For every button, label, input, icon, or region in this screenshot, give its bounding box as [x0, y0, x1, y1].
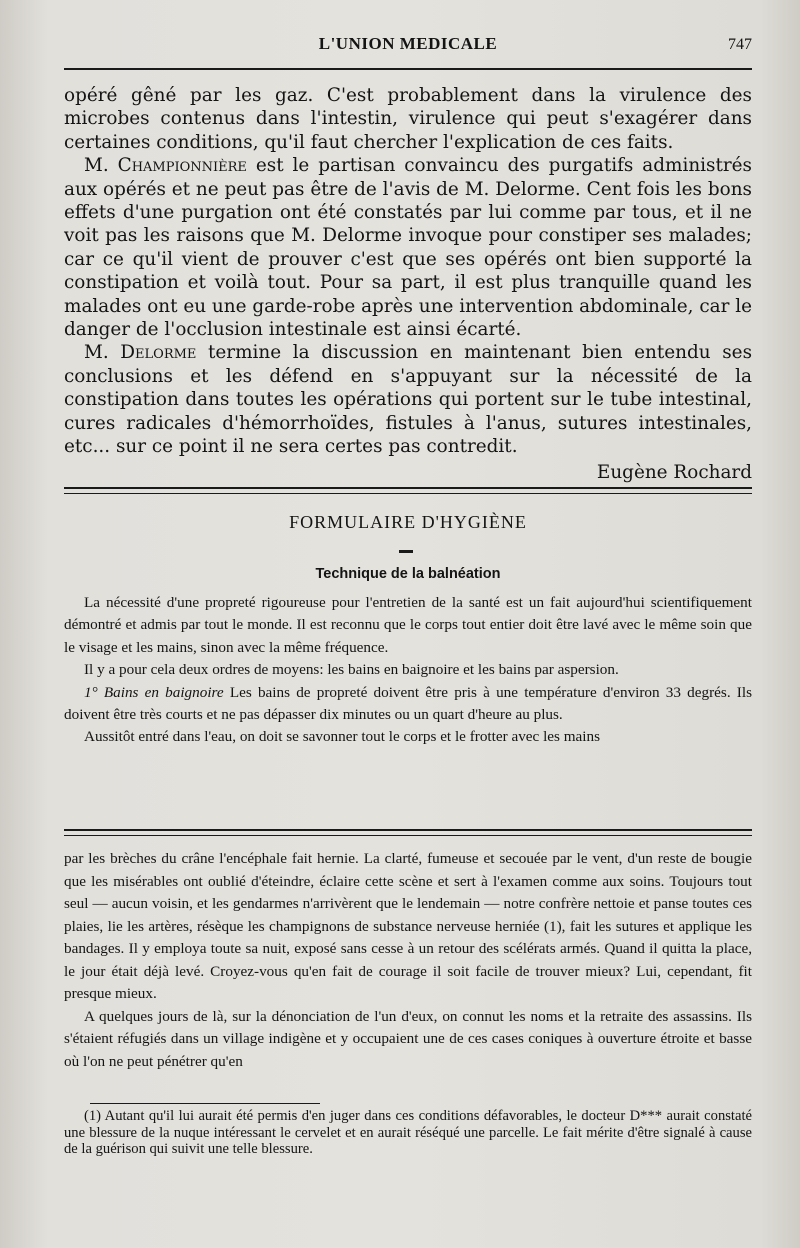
author-signature: Eugène Rochard [596, 461, 752, 483]
paragraph [64, 154, 752, 341]
article-discussion [64, 84, 752, 484]
title-dash [399, 550, 413, 553]
section-rule [64, 829, 752, 831]
page-number: 747 [728, 36, 752, 53]
running-header [64, 28, 752, 58]
paragraph: A quelques jours de là, sur la dénonciation de l'un d'eux, on connut les noms et la retraite des assassins. Ils s'étaient réfugiés dans un village indigène et y occupaient une de ces cases coniques à ouverture étroite et basse où l'on ne peut pénétrer qu'en [64, 1007, 752, 1070]
item-label: 1° Bains en baignoire [84, 683, 224, 701]
paragraph: Aussitôt entré dans l'eau, on doit se savonner tout le corps et le frotter avec les mains [84, 728, 601, 746]
paragraph: Il y a pour cela deux ordres de moyens: les bains en baignoire et les bains par aspersion. [84, 661, 619, 679]
section-title: FORMULAIRE D'HYGIÈNE [289, 512, 527, 532]
article-feuilleton [64, 848, 752, 1073]
paragraph [64, 341, 752, 458]
speaker-name: M. Championnière [84, 155, 247, 177]
section-rule [64, 493, 752, 494]
paragraph-text: termine la discussion en maintenant bien entendu ses conclusions et les défend en s'appuyant sur la nécessité de la constipation dans toutes les opérations qui portent sur le tube intestinal, cures radicales d'hémorrhoïdes, fistules à l'anus, sutures intestinales, etc... sur ce point il ne sera certes pas contredit. [64, 342, 753, 458]
subsection-heading: Technique de la balnéation [315, 566, 501, 582]
paragraph-text: est le partisan convaincu des purgatifs administrés aux opérés et ne peut pas être de l'avis de M. Delorme. Cent fois les bons effets d'une purgation ont été constatés par lui comme par tous, et il ne voit pas les raisons que M. Delorme invoque pour constiper ses malades; car ce qu'il vient de prouver c'est que ses opérés ont bien supporté la constipation et voilà tout. Pour sa part, il est plus tranquille quand les malades ont eu une garde-robe après une intervention abdominale, car le danger de l'occlusion intestinale est ainsi écarté. [64, 155, 752, 341]
formulaire-body [64, 592, 752, 749]
running-title: L'UNION MEDICALE [318, 34, 498, 53]
footnote-text: (1) Autant qu'il lui aurait été permis d'en juger dans ces conditions défavorables, le docteur D*** aurait constaté une blessure de la nuque intéressant le cervelet et en aurait réséqué une parcelle. Le fait mérite d'être signalé à cause de la guérison qui suivit une telle blessure. [64, 1108, 752, 1158]
paragraph-text: Les bains de propreté doivent être pris à une température d'environ 33 degrés. Ils doivent être très courts et ne pas dépasser dix minutes ou un quart d'heure au plus. [64, 683, 752, 724]
paragraph [64, 682, 752, 727]
section-rule [64, 487, 752, 489]
footnote-rule [90, 1103, 320, 1104]
section-rule [64, 835, 752, 836]
paragraph: La nécessité d'une propreté rigoureuse pour l'entretien de la santé est un fait aujourd'hui scientifiquement démontré et admis par tout le monde. Il est reconnu que le corps tout entier doit être lavé avec le même soin que le visage et les mains, sinon avec la même fréquence. [64, 594, 752, 656]
paragraph: opéré gêné par les gaz. C'est probablement dans la virulence des microbes contenus dans l'intestin, virulence qui peut s'exagérer dans certaines conditions, qu'il faut chercher l'explication de ces faits. [64, 85, 752, 153]
speaker-name: M. Delorme [84, 342, 197, 364]
paragraph: par les brèches du crâne l'encéphale fait hernie. La clarté, fumeuse et secouée par le vent, d'un reste de bougie que les misérables ont oublié d'éteindre, éclaire cette scène et sert à l'examen comme aux soins. Toujours tout seul — aucun voisin, et les gendarmes n'arrivèrent que le lendemain — notre confrère nettoie et panse toutes ces plaies, lie les artères, résèque les champignons de substance nerveuse herniée (1), fait les sutures et applique les bandages. Il y employa toute sa nuit, exposé sans cesse à un retour des scélérats armés. Quand il quitta la place, le jour était déjà levé. Croyez-vous qu'en fait de courage il soit facile de trouver mieux? Lui, cependant, fit presque mieux. [64, 850, 752, 1002]
footnote [64, 1108, 752, 1158]
header-rule [64, 68, 752, 70]
